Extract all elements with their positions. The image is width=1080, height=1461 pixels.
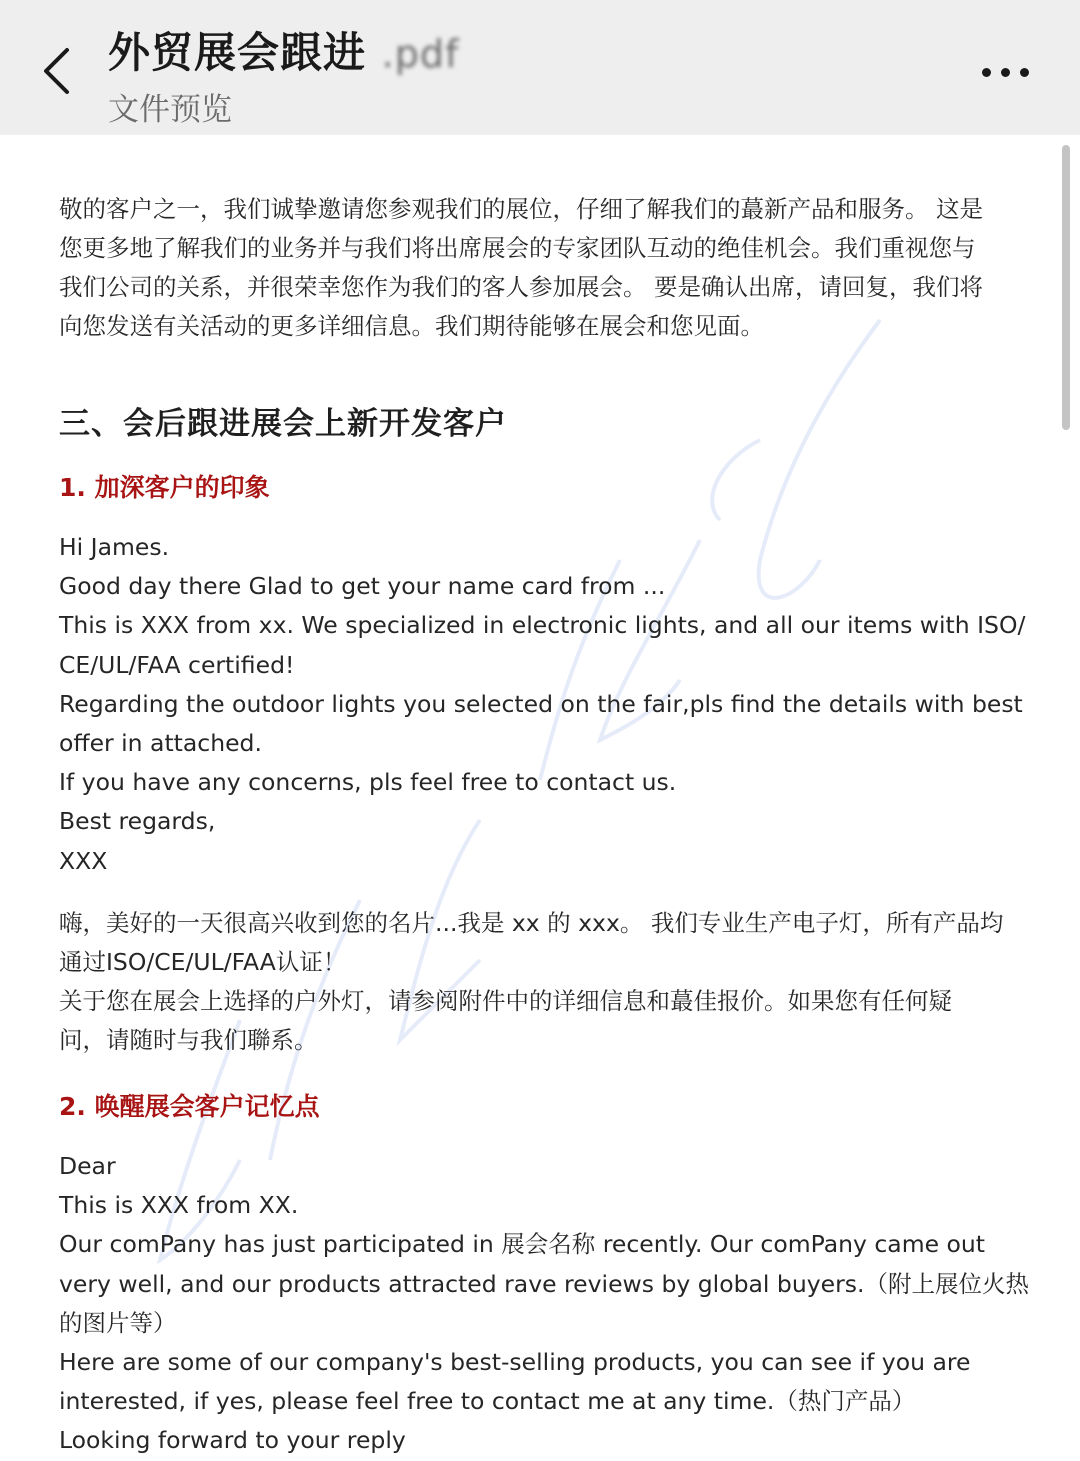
text-line: Good day there Glad to get your name card from ... (59, 572, 666, 601)
text-line: offer in attached. (59, 729, 262, 758)
english-letter-1 (59, 528, 1025, 881)
text-line: Our comPany has just participated in 展会名称 recently. Our comPany came out (59, 1230, 986, 1259)
file-extension-blurred: .pdf (381, 32, 460, 76)
text-line: 敬的客户之一，我们诚挚邀请您参观我们的展位，仔细了解我们的蕞新产品和服务。 这是 (59, 195, 983, 223)
text-line: Looking forward to your reply (59, 1426, 406, 1455)
section-heading: 三、会后跟进展会上新开发客户 (59, 406, 507, 442)
text-line: very well, and our products attracted rave reviews by global buyers.（附上展位火热 (59, 1269, 1029, 1298)
more-dot (1001, 68, 1010, 77)
text-line: 通过ISO/CE/UL/FAA认证！ (59, 948, 347, 976)
text-line: 的图片等） (59, 1308, 177, 1337)
more-dot (982, 68, 991, 77)
intro-paragraph (59, 190, 983, 346)
text-line: Best regards, (59, 807, 216, 836)
english-letter-2 (59, 1147, 1029, 1461)
subheading-2: 2. 唤醒展会客户记忆点 (59, 1092, 320, 1121)
chinese-translation-1 (59, 904, 1003, 1060)
text-line: 问，请随时与我们聯系。 (59, 1026, 318, 1054)
text-line: 嗨，美好的一天很高兴收到您的名片...我是 xx 的 xxx。 我们专业生产电子灯，所有产品均 (59, 909, 1004, 937)
back-button[interactable] (28, 36, 84, 106)
text-line: 向您发送有关活动的更多详细信息。我们期待能够在展会和您见面。 (59, 312, 764, 340)
text-line: Here are some of our company's best-selling products, you can see if you are (59, 1348, 971, 1377)
more-options-button[interactable] (970, 52, 1040, 92)
text-line: XXX (59, 846, 108, 875)
text-line: Dear (59, 1152, 116, 1180)
text-line: 您更多地了解我们的业务并与我们将出席展会的专家团队互动的绝佳机会。我们重视您与 (59, 234, 976, 262)
text-line: 关于您在展会上选择的户外灯，请参阅附件中的详细信息和蕞佳报价。如果您有任何疑 (59, 987, 952, 1015)
text-line: Regarding the outdoor lights you selected on the fair,pls find the details with best (59, 689, 1023, 718)
file-title-text: 外贸展会跟进 (108, 28, 367, 77)
text-line: interested, if yes, please feel free to contact me at any time.（热门产品） (59, 1387, 916, 1416)
file-title (108, 20, 459, 80)
subheading-1: 1. 加深客户的印象 (59, 473, 270, 502)
top-bar (0, 0, 1080, 135)
text-line: CE/UL/FAA certified! (59, 650, 295, 679)
text-line: This is XXX from xx. We specialized in electronic lights, and all our items with ISO/ (59, 611, 1026, 640)
text-line: 我们公司的关系，并很荣幸您作为我们的客人参加展会。 要是确认出席，请回复，我们将 (59, 273, 983, 301)
chevron-left-icon (41, 46, 71, 96)
text-line: This is XXX from XX. (59, 1191, 299, 1220)
file-preview-label: 文件预览 (108, 92, 232, 128)
text-line: Hi James. (59, 533, 170, 561)
text-line: If you have any concerns, pls feel free to contact us. (59, 768, 677, 797)
vertical-scrollbar[interactable] (1062, 145, 1070, 430)
more-dot (1020, 68, 1029, 77)
